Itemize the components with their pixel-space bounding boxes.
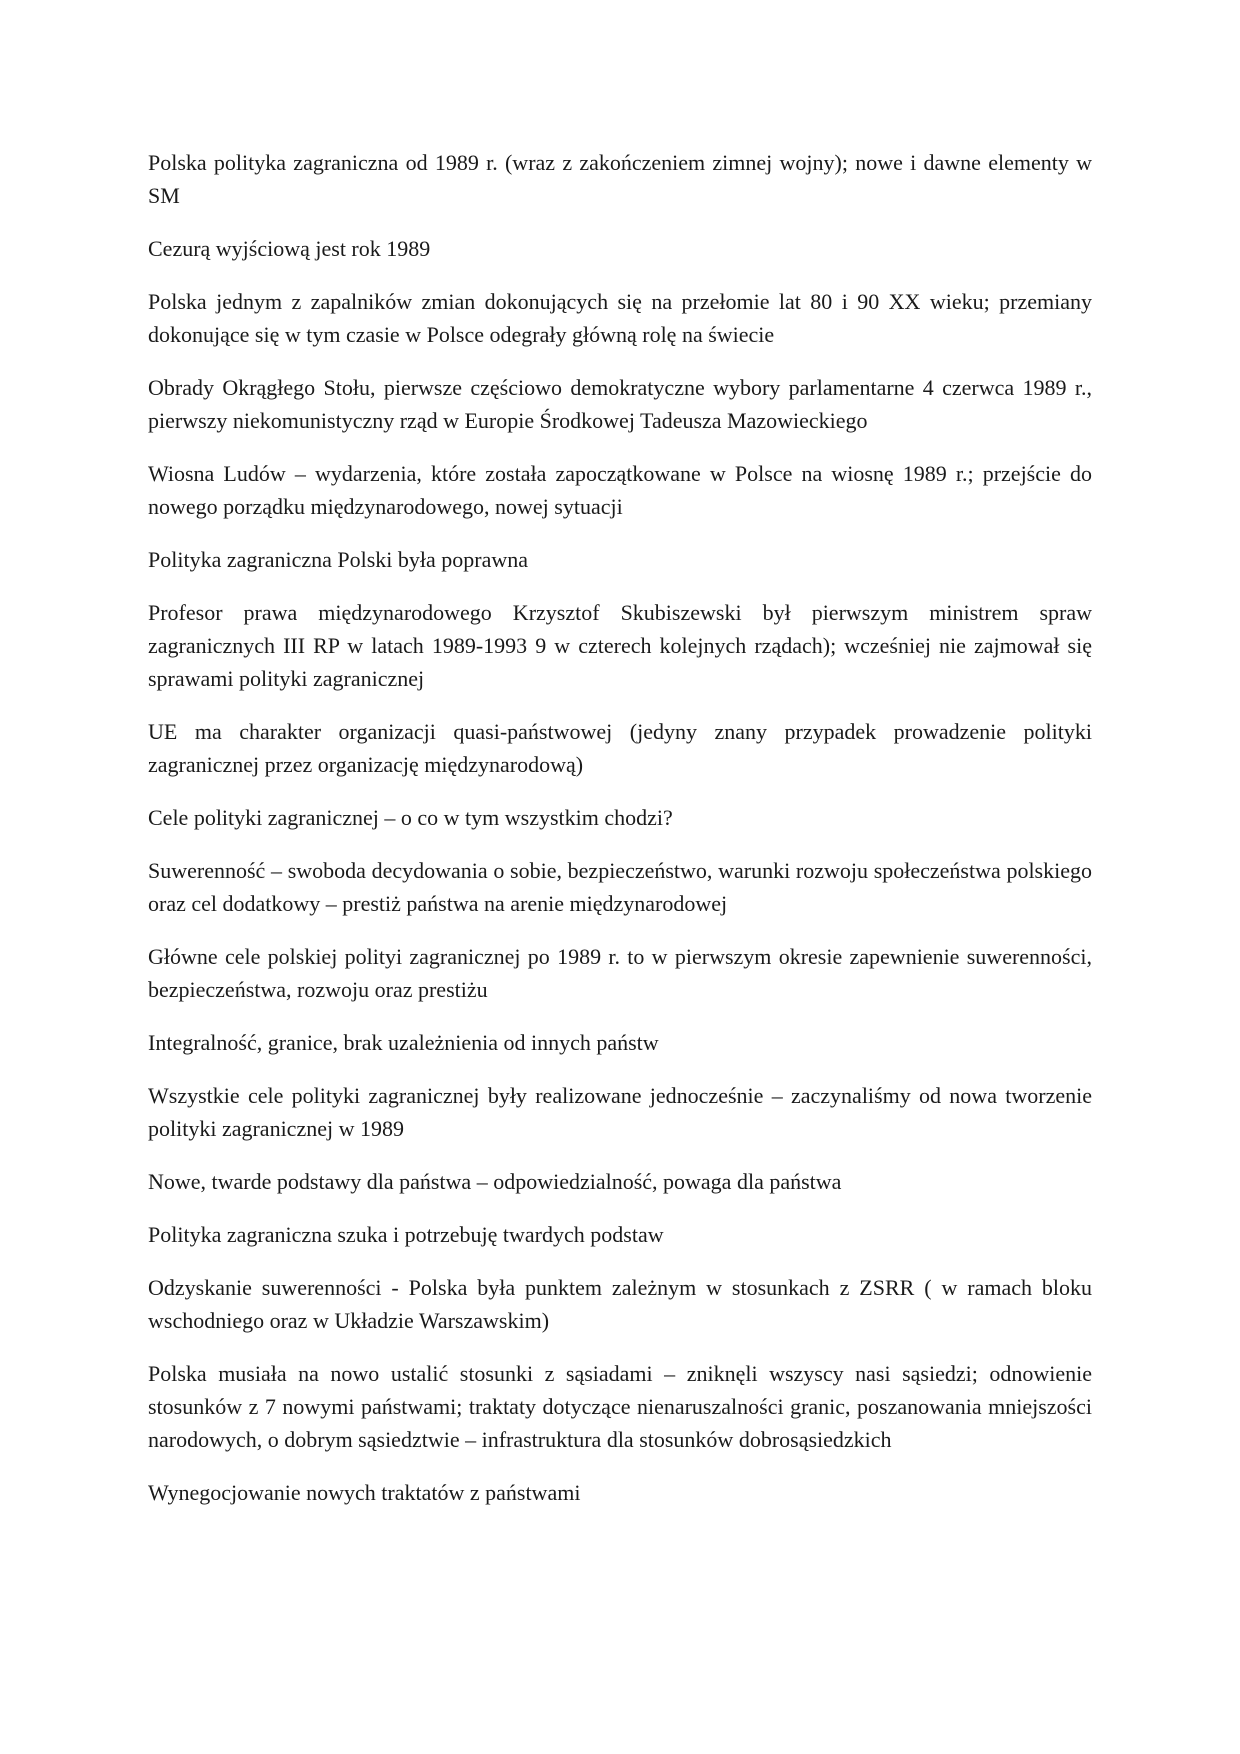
paragraph-18: Wynegocjowanie nowych traktatów z państwami: [148, 1480, 581, 1505]
paragraph-10: Suwerenność – swoboda decydowania o sobie, bezpieczeństwo, warunki rozwoju społeczeństwa polskiego oraz cel dodatkowy – prestiż państwa na arenie międzynarodowej: [148, 858, 1092, 916]
paragraph-15: Polityka zagraniczna szuka i potrzebuję twardych podstaw: [148, 1222, 664, 1247]
paragraph-2: Cezurą wyjściową jest rok 1989: [148, 236, 431, 261]
paragraph-14: Nowe, twarde podstawy dla państwa – odpowiedzialność, powaga dla państwa: [148, 1169, 842, 1194]
paragraph-8: UE ma charakter organizacji quasi-państwowej (jedyny znany przypadek prowadzenie polityki zagranicznej przez organizację międzynarodową): [148, 719, 1092, 777]
paragraph-4: Obrady Okrągłego Stołu, pierwsze częściowo demokratyczne wybory parlamentarne 4 czerwca 1989 r., pierwszy niekomunistyczny rząd w Europie Środkowej Tadeusza Mazowieckiego: [148, 375, 1092, 433]
paragraph-13: Wszystkie cele polityki zagranicznej były realizowane jednocześnie – zaczynaliśmy od nowa tworzenie polityki zagranicznej w 1989: [148, 1083, 1092, 1141]
paragraph-9: Cele polityki zagranicznej – o co w tym wszystkim chodzi?: [148, 805, 673, 830]
paragraph-16: Odzyskanie suwerenności - Polska była punktem zależnym w stosunkach z ZSRR ( w ramach bloku wschodniego oraz w Układzie Warszawskim): [148, 1275, 1092, 1333]
paragraph-5: Wiosna Ludów – wydarzenia, które została zapoczątkowane w Polsce na wiosnę 1989 r.; przejście do nowego porządku międzynarodowego, nowej sytuacji: [148, 461, 1092, 519]
paragraph-17: Polska musiała na nowo ustalić stosunki z sąsiadami – zniknęli wszyscy nasi sąsiedzi; odnowienie stosunków z 7 nowymi państwami; traktaty dotyczące nienaruszalności granic, poszanowania mniejszości narodowych, o dobrym sąsiedztwie – infrastruktura dla stosunków dobrosąsiedzkich: [148, 1361, 1092, 1452]
paragraph-3: Polska jednym z zapalników zmian dokonujących się na przełomie lat 80 i 90 XX wieku; przemiany dokonujące się w tym czasie w Polsce odegrały główną rolę na świecie: [148, 289, 1092, 347]
paragraph-12: Integralność, granice, brak uzależnienia od innych państw: [148, 1030, 659, 1055]
paragraph-11: Główne cele polskiej polityi zagranicznej po 1989 r. to w pierwszym okresie zapewnienie suwerenności, bezpieczeństwa, rozwoju oraz prestiżu: [148, 944, 1092, 1002]
paragraph-1: Polska polityka zagraniczna od 1989 r. (wraz z zakończeniem zimnej wojny); nowe i dawne elementy w SM: [148, 150, 1092, 208]
document-body: [148, 146, 1092, 1529]
paragraph-6: Polityka zagraniczna Polski była poprawna: [148, 547, 529, 572]
paragraph-7: Profesor prawa międzynarodowego Krzysztof Skubiszewski był pierwszym ministrem spraw zagranicznych III RP w latach 1989-1993 9 w czterech kolejnych rządach); wcześniej nie zajmował się sprawami polityki zagranicznej: [148, 600, 1092, 691]
